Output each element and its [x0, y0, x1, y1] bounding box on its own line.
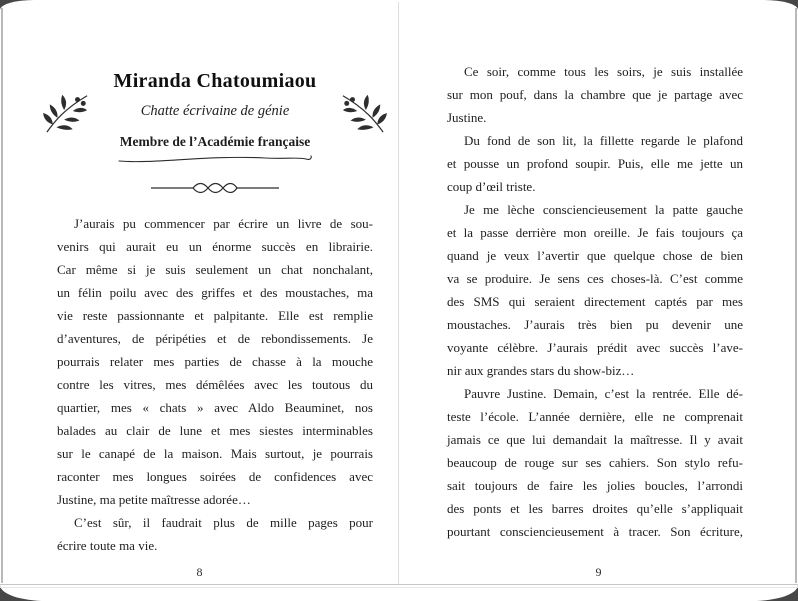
text-line: Justine.: [447, 110, 487, 125]
text-line: sur le canapé de la maison. Mais surtout, je pourrais: [57, 446, 373, 461]
text-line: J’aurais pu commencer par écrire un livre de sou-: [74, 216, 373, 231]
text-line: beaucoup de rouge sur ses cahiers. Son stylo refu-: [447, 455, 743, 470]
text-line: Du fond de son lit, la fillette regarde le plafond: [464, 133, 743, 148]
text-line: pourrais relater mes parties de chasse à la mouche: [57, 354, 373, 369]
text-line: venirs qui aurait eu un énorme succès en librairie.: [57, 239, 373, 254]
text-line: Car même si je suis seulement un chat nonchalant,: [57, 262, 373, 277]
text-line: contre les vitres, mes démêlées avec les toutous du: [57, 377, 373, 392]
text-line: d’aventures, de péripéties et de rebondissements. Je: [57, 331, 373, 346]
left-page-content: [57, 0, 373, 557]
text-line: des SMS qui seraient directement captés par mes: [447, 294, 743, 309]
left-page-body: [57, 212, 373, 557]
chapter-header: [57, 70, 373, 196]
text-line: voyante célèbre. J’aurais prédit avec succès l’ave-: [447, 340, 743, 355]
text-line: teste l’école. L’année dernière, elle ne comprenait: [447, 409, 743, 424]
character-name-title: Miranda Chatoumiaou: [113, 70, 317, 92]
text-line: moustaches. J’aurais très bien pu devenir une: [447, 317, 743, 332]
text-line: écrire toute ma vie.: [57, 538, 158, 553]
text-line: jamais ce que lui demandait la maîtresse. Il y avait: [447, 432, 743, 447]
text-line: coup d’œil triste.: [447, 179, 536, 194]
text-line: sur mon pouf, dans la chambre que je partage avec: [447, 87, 743, 102]
character-subtitle: Chatte écrivaine de génie: [140, 103, 290, 119]
text-line: C’est sûr, il faudrait plus de mille pages pour: [74, 515, 373, 530]
olive-branch-right-icon: [339, 90, 387, 134]
text-line: et la passe derrière mon oreille. Je fais toujours ça: [447, 225, 743, 240]
text-line: raconter mes longues soirées de confidences avec: [57, 469, 373, 484]
right-page: [399, 0, 798, 601]
text-line: quand je veux l’avertir que quelque chose de bien: [447, 248, 743, 263]
swash-underline-icon: [115, 153, 315, 165]
page-number-left: 8: [196, 565, 203, 579]
text-line: des ponts et les barres droites qu’elle s’appliquait: [447, 501, 743, 516]
page-number-right: 9: [595, 565, 602, 579]
text-line: Ce soir, comme tous les soirs, je suis installée: [464, 64, 743, 79]
olive-branch-left-icon: [43, 90, 91, 134]
text-line: un félin poilu avec des griffes et des moustaches, ma: [57, 285, 373, 300]
text-line: Je me lèche consciencieusement la patte gauche: [464, 202, 743, 217]
text-line: quartier, mes « chats » avec Aldo Beauminet, nos: [57, 400, 373, 415]
text-line: va se produire. Je sens ces choses-là. C’est comme: [447, 271, 743, 286]
text-line: Pauvre Justine. Demain, c’est la rentrée. Elle dé-: [464, 386, 743, 401]
text-line: pourtant consciencieusement à tracer. Son écriture,: [447, 524, 743, 539]
text-line: vie reste passionnante et palpitante. Elle est remplie: [57, 308, 373, 323]
text-line: balades au clair de lune et mes siestes interminables: [57, 423, 373, 438]
right-page-content: [447, 60, 743, 543]
text-line: et pousse un profond soupir. Puis, elle me jette un: [447, 156, 743, 171]
text-line: nir aux grandes stars du show-biz…: [447, 363, 635, 378]
section-divider-icon: [149, 180, 281, 196]
text-line: sait toujours de faire les jolies boucles, l’arrondi: [447, 478, 743, 493]
character-membership: Membre de l’Académie française: [119, 134, 311, 149]
text-line: Justine, ma petite maîtresse adorée…: [57, 492, 251, 507]
